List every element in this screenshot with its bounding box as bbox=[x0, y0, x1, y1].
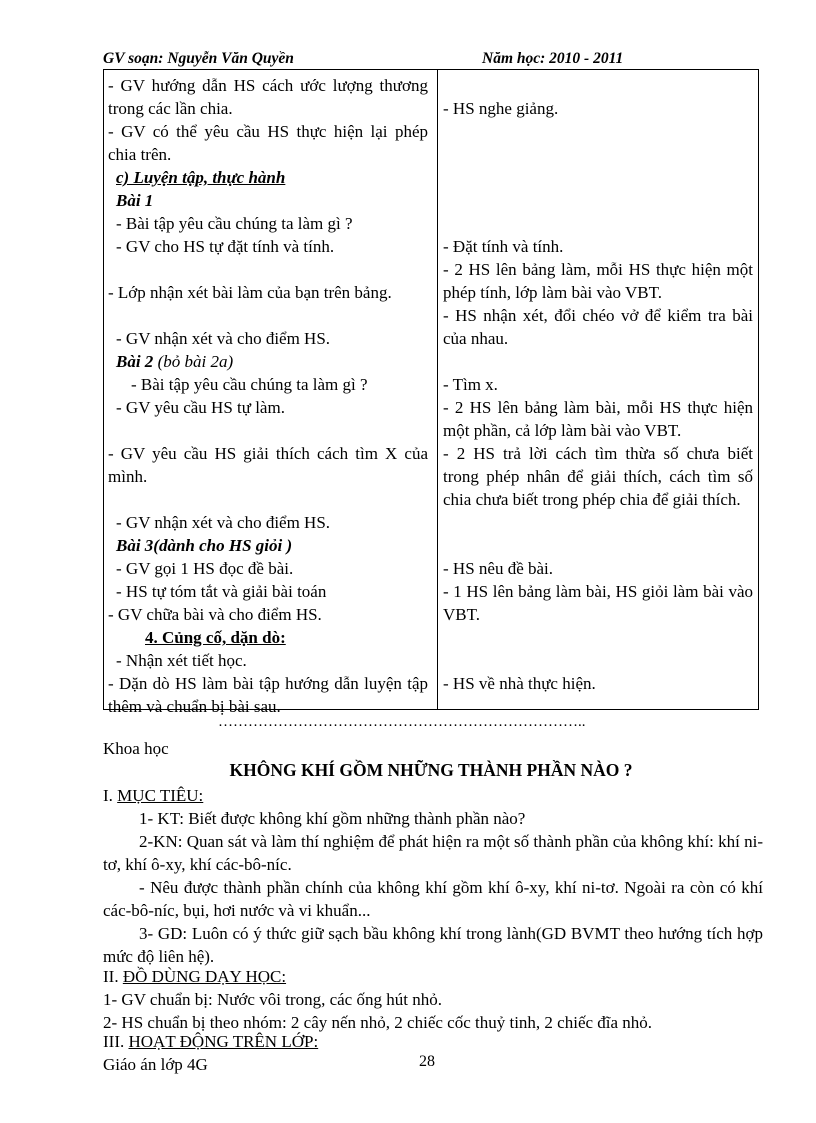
section-1-heading: I. MỤC TIÊU: bbox=[103, 786, 204, 805]
separator-dots: ……………………………………………………………….. bbox=[218, 714, 586, 730]
objective-skills: 2-KN: Quan sát và làm thí nghiệm để phát hiện ra một số thành phần của không khí: khí ni- tơ, khí ô-xy, khí các-bô-níc. bbox=[103, 832, 763, 874]
page-number: 28 bbox=[419, 1053, 435, 1070]
left-row-13: - GV chữa bài và cho điểm HS. bbox=[108, 605, 322, 624]
right-row-9: - 1 HS lên bảng làm bài, HS giỏi làm bài vào VBT. bbox=[443, 582, 753, 624]
left-row-15: - Dặn dò HS làm bài tập hướng dẫn luyện tập thêm và chuẩn bị bài sau. bbox=[108, 674, 428, 716]
right-row-1: - HS nghe giảng. bbox=[443, 99, 559, 118]
objective-knowledge: 1- KT: Biết được không khí gồm những thành phần nào? bbox=[139, 809, 526, 828]
header-school-year: Năm học: 2010 - 2011 bbox=[482, 50, 624, 67]
teacher-materials: 1- GV chuẩn bị: Nước vôi trong, các ống hút nhỏ. bbox=[103, 990, 442, 1009]
section-practice-heading: c) Luyện tập, thực hành bbox=[116, 168, 286, 187]
left-row-2: - GV có thể yêu cầu HS thực hiện lại phép chia trên. bbox=[108, 122, 428, 164]
exercise-2-heading: Bài 2 (bỏ bài 2a) bbox=[116, 352, 234, 371]
exercise-1-heading: Bài 1 bbox=[116, 191, 154, 210]
subject-label: Khoa học bbox=[103, 739, 169, 758]
header-rule bbox=[103, 69, 759, 70]
objective-skills-2: - Nêu được thành phần chính của không khí gồm khí ô-xy, khí ni-tơ. Ngoài ra còn có khí các-bô-níc, bụi, hơi nước và vi khuẩn... bbox=[103, 878, 763, 920]
right-row-3: - 2 HS lên bảng làm, mỗi HS thực hiện một phép tính, lớp làm bài vào VBT. bbox=[443, 260, 753, 302]
table-column-divider bbox=[437, 69, 438, 710]
footer-class-label: Giáo án lớp 4G bbox=[103, 1055, 208, 1074]
section-3-heading: III. HOẠT ĐỘNG TRÊN LỚP: bbox=[103, 1032, 319, 1051]
left-row-14: - Nhận xét tiết học. bbox=[116, 651, 247, 670]
left-row-5: - Lớp nhận xét bài làm của bạn trên bảng. bbox=[108, 283, 392, 302]
left-row-1: - GV hướng dẫn HS cách ước lượng thương trong các lần chia. bbox=[108, 76, 428, 118]
right-row-6: - 2 HS lên bảng làm bài, mỗi HS thực hiện một phần, cả lớp làm bài vào VBT. bbox=[443, 398, 753, 440]
right-row-10: - HS về nhà thực hiện. bbox=[443, 674, 596, 693]
right-row-8: - HS nêu đề bài. bbox=[443, 559, 554, 578]
left-row-4: - GV cho HS tự đặt tính và tính. bbox=[116, 237, 335, 256]
exercise-3-heading: Bài 3(dành cho HS giỏi ) bbox=[116, 536, 293, 555]
left-row-6: - GV nhận xét và cho điểm HS. bbox=[116, 329, 331, 348]
left-row-8: - GV yêu cầu HS tự làm. bbox=[116, 398, 285, 417]
left-row-11: - GV gọi 1 HS đọc đề bài. bbox=[116, 559, 294, 578]
left-row-7: - Bài tập yêu cầu chúng ta làm gì ? bbox=[131, 375, 368, 394]
left-row-9: - GV yêu cầu HS giải thích cách tìm X của mình. bbox=[108, 444, 428, 486]
objective-education: 3- GD: Luôn có ý thức giữ sạch bầu không khí trong lành(GD BVMT theo hướng tích hợp mức độ liên hệ). bbox=[103, 924, 763, 966]
right-row-7: - 2 HS trả lời cách tìm thừa số chưa biết trong phép nhân để giải thích, cách tìm số chia chưa biết trong phép chia để giải thích. bbox=[443, 444, 753, 509]
left-row-3: - Bài tập yêu cầu chúng ta làm gì ? bbox=[116, 214, 353, 233]
right-row-2: - Đặt tính và tính. bbox=[443, 237, 564, 256]
right-row-4: - HS nhận xét, đổi chéo vở để kiểm tra bài của nhau. bbox=[443, 306, 753, 348]
header-author: GV soạn: Nguyễn Văn Quyền bbox=[103, 50, 294, 67]
section-wrapup-heading: 4. Củng cố, dặn dò: bbox=[145, 628, 286, 647]
left-row-12: - HS tự tóm tắt và giải bài toán bbox=[116, 582, 327, 601]
lesson-title: KHÔNG KHÍ GỒM NHỮNG THÀNH PHẦN NÀO ? bbox=[229, 760, 633, 780]
student-materials: 2- HS chuẩn bị theo nhóm: 2 cây nến nhỏ, 2 chiếc cốc thuỷ tinh, 2 chiếc đĩa nhỏ. bbox=[103, 1013, 653, 1032]
right-row-5: - Tìm x. bbox=[443, 375, 498, 394]
section-2-heading: II. ĐỒ DÙNG DẠY HỌC: bbox=[103, 967, 287, 986]
left-row-10: - GV nhận xét và cho điểm HS. bbox=[116, 513, 331, 532]
